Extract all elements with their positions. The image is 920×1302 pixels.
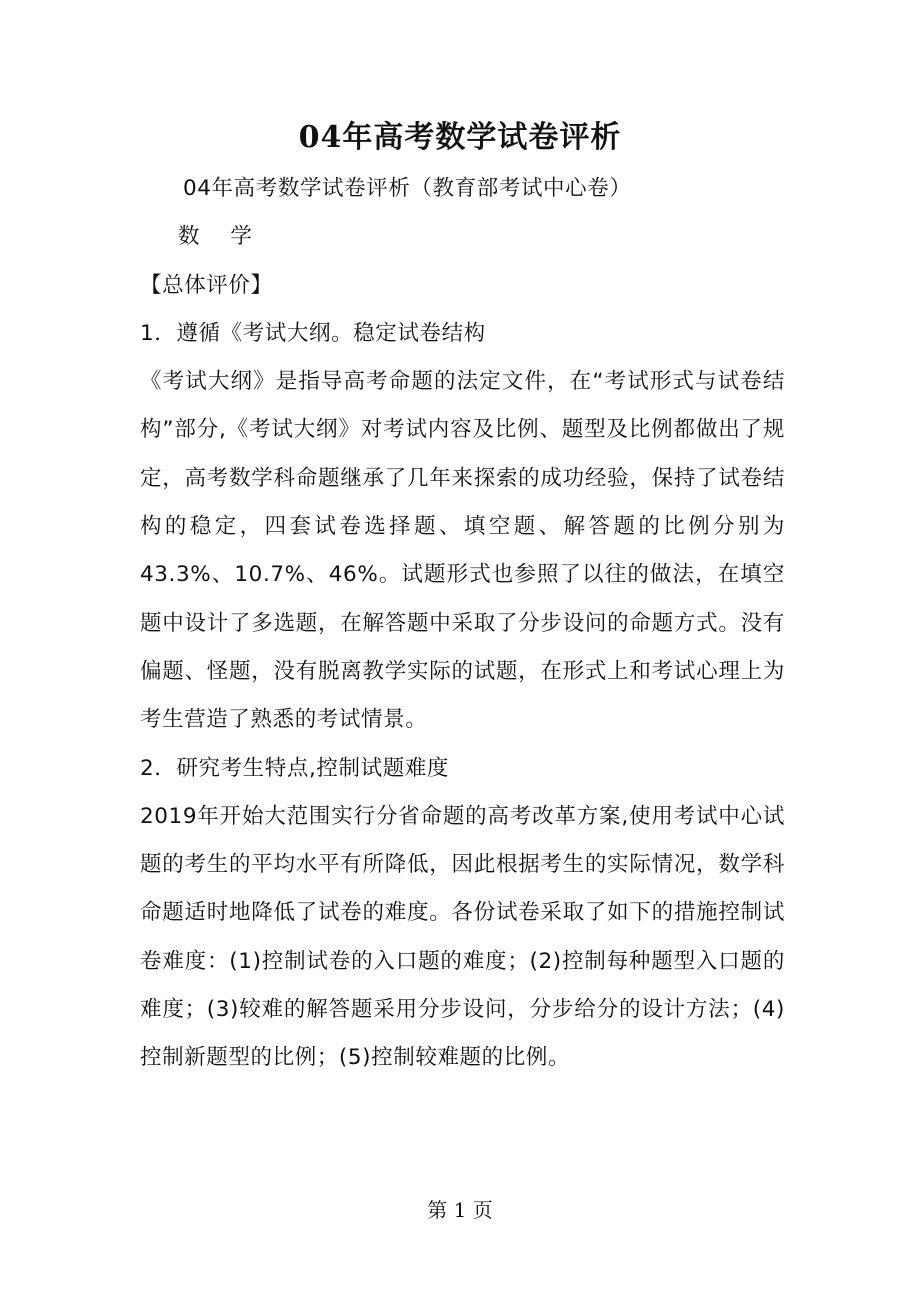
section-1-heading: 1．遵循《考试大纲。稳定试卷结构: [140, 320, 486, 346]
document-body: [140, 165, 785, 1083]
section-1-body: 《考试大纲》是指导高考命题的法定文件，在“考试形式与试卷结构”部分,《考试大纲》对考试内容及比例、题型及比例都做出了规定，高考数学科命题继承了几年来探索的成功经验，保持了试卷结构的稳定，四套试卷选择题、填空题、解答题的比例分别为43.3%、10.7%、46%。试题形式也参照了以往的做法，在填空题中设计了多选题，在解答题中采取了分步设问的命题方式。没有偏题、怪题，没有脱离教学实际的试题，在形式上和考试心理上为考生营造了熟悉的考试情景。: [140, 369, 785, 733]
section-2-heading: 2．研究考生特点,控制试题难度: [140, 755, 450, 781]
document-title: 04年高考数学试卷评析: [298, 120, 622, 155]
document-subtitle: 04年高考数学试卷评析（教育部考试中心卷）: [183, 176, 632, 201]
overall-evaluation-heading: 【总体评价】: [140, 272, 273, 298]
subject-label: 数 学: [178, 224, 264, 250]
page-number: 第 1 页: [427, 1198, 493, 1222]
section-2-body: 2019年开始大范围实行分省命题的高考改革方案,使用考试中心试题的考生的平均水平有所降低，因此根据考生的实际情况，数学科命题适时地降低了试卷的难度。各份试卷采取了如下的措施控制试卷难度：(1)控制试卷的入口题的难度；(2)控制每种题型入口题的难度；(3)较难的解答题采用分步设问，分步给分的设计方法；(4)控制新题型的比例；(5)控制较难题的比例。: [140, 803, 785, 1071]
